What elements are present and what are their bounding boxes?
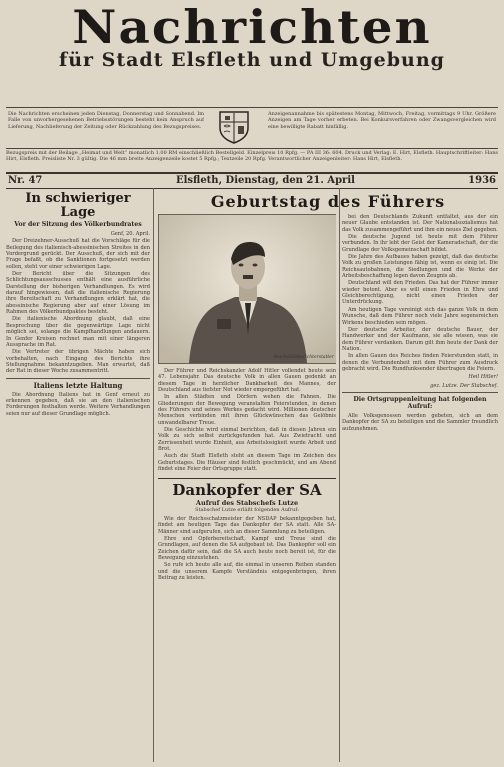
column-left xyxy=(6,192,150,762)
masthead xyxy=(6,0,498,71)
article-headline: Dankopfer der SA xyxy=(158,478,336,499)
signoff: Heil Hitler! xyxy=(468,374,498,381)
article-paragraph: In allen Gauen des Reiches finden Feierstunden statt, in denen die Verbundenheit mit dem Führer zum Ausdruck gebracht wird. Die Rundfunksender übertragen die Feiern. xyxy=(342,353,498,372)
town-crest-icon xyxy=(216,110,252,144)
issue-date: Elsfleth, Dienstag, den 21. April xyxy=(176,175,355,186)
divider xyxy=(342,392,498,393)
advertising-info: Anzeigenannahme bis spätestens Montag, Mittwoch, Freitag, vormittags 9 Uhr. Größere Anzeigen am Tage vorher erbeten. Bei Konkursverfahren oder Zwangsvergleichen wird eine bewilligte Rabatt hinfällig. xyxy=(268,111,496,130)
article-dateline: Genf, 20. April. xyxy=(110,231,150,237)
newspaper-title: Nachrichten xyxy=(72,0,432,54)
article-paragraph: Der Bericht über die Sitzungen des Schlichtungsausschusses enthält eine ausführliche Darstellung der bisherigen Verhandlungen. Es wird darauf hingewiesen, daß die italienische Regierung ihre Bereitschaft zu Verhandlungen erklärt hat, die abessinische Regierung aber auf einer Lösung im Rahmen des Völkerbundpaktes besteht. xyxy=(6,271,150,316)
article-paragraph: So rufe ich heute alle auf, die einmal in unseren Reihen standen und die unserem Kampfe Verständnis entgegenbringen, ihren Beitrag zu leisten. xyxy=(158,562,336,582)
article-subhead: Vor der Sitzung des Völkerbundrates xyxy=(14,221,142,228)
article-paragraph: In allen Städten und Dörfern wehen die Fahnen. Die Gliederungen der Bewegung veranstalten Feierstunden, in denen des Führers und seines Werkes gedacht wird. Millionen deutscher Menschen verbinden mit ihren Glückwünschen das Gelöbnis unwandelbarer Treue. xyxy=(158,394,336,426)
article-paragraph: Der Führer und Reichskanzler Adolf Hitler vollendet heute sein 47. Lebensjahr. Das deutsche Volk in allen Gauen gedenkt an diesem Tage in herzlicher Dankbarkeit des Mannes, der Deutschland aus tiefster Not wieder emporgeführt hat. xyxy=(158,368,336,394)
article-paragraph: Deutschland will den Frieden. Das hat der Führer immer wieder betont. Aber es will einen Frieden in Ehre und Gleichberechtigung, nicht einen Frieden der Unterdrückung. xyxy=(342,280,498,306)
article-paragraph: Die Vertreter der übrigen Mächte haben sich vorbehalten, nach Eingang des Berichts ihre Stellungnahme bekanntzugeben. Man erwartet, daß der Rat in dieser Woche zusammentritt. xyxy=(6,349,150,375)
column-right xyxy=(342,214,498,762)
article-paragraph: Ehre und Opferbereitschaft, Kampf und Treue sind die Grundlagen, auf denen die SA aufgebaut ist. Das Dankopfer soll ein Zeichen dafür sein, daß die SA auch heute noch bereit ist, für die Bewegung einzustehen. xyxy=(158,536,336,562)
article-paragraph: Die Geschichte wird einmal berichten, daß in diesen Jahren ein Volk zu sich selbst zurückgefunden hat. Aus Zwietracht und Zerrissenheit wurde Einheit, aus Arbeitslosigkeit wurde Arbeit und Brot. xyxy=(158,427,336,453)
publication-info: Die Nachrichten erscheinen jeden Dienstag, Donnerstag und Sonnabend. Im Falle von unvorhergesehenen Betriebsstörungen besteht kein Anspruch auf Lieferung, Nachlieferung der Zeitung oder Rückzahlung des Bezugspreises. xyxy=(8,111,204,130)
column-middle xyxy=(158,214,336,762)
article-paragraph: Wie der Reichsschatzmeister der NSDAP bekanntgegeben hat, findet am heutigen Tage das Dankopfer der SA statt. Alle SA-Männer sind aufgerufen, sich an dieser Sammlung zu beteiligen. xyxy=(158,516,336,535)
article-paragraph: Die italienische Abordnung glaubt, daß eine Besprechung über die gegenwärtige Lage nicht möglich sei, solange die Kampfhandlungen andauern. In Genfer Kreisen rechnet man mit einer längeren Aussprache im Rat. xyxy=(6,316,150,348)
article-paragraph: Am heutigen Tage vereinigt sich das ganze Volk in dem Wunsche, daß dem Führer noch viele Jahre segensreichen Wirkens beschieden sein mögen. xyxy=(342,306,498,326)
article-paragraph: Die Jahre des Aufbaues haben gezeigt, daß das deutsche Volk zu großen Leistungen fähig ist, wenn es einig ist. Die Reichsautobahnen, die Siedlungen und die Werke der Arbeitsbeschaffung legen davon Zeugnis ab. xyxy=(342,254,498,280)
portrait-image-icon xyxy=(159,215,336,363)
info-bar xyxy=(6,107,498,149)
article-paragraph: Der Dreizehner-Ausschuß hat die Vorschläge für die Beilegung des italienisch-abessinischen Streites in den Vordergrund gerückt. Der Ausschuß, der sich mit der Frage befaßt, ob die Sanktionen fortgesetzt werden sollen, steht vor einer schwierigen Lage. xyxy=(6,238,150,270)
article-subhead: Aufruf des Stabschefs Lutze xyxy=(195,498,299,507)
article-headline-secondary: Italiens letzte Haltung xyxy=(33,380,123,390)
article-paragraph: Der deutsche Arbeiter, der deutsche Bauer, der Handwerker und der Kaufmann, sie alle wissen, was sie dem Führer verdanken. Darum gilt ihm heute der Dank der Nation. xyxy=(342,326,498,352)
divider xyxy=(6,378,150,379)
article-paragraph: Auch die Stadt Elsfleth steht an diesem Tage im Zeichen des Geburtstages. Die Häuser sind festlich geschmückt, und am Abend findet eine Feier der Ortsgruppe statt. xyxy=(158,453,336,473)
article-paragraph: Die deutsche Jugend ist heute mit dem Führer verbunden. In ihr lebt der Geist der Kameradschaft, der die Grundlage der Volksgemeinschaft bildet. xyxy=(342,234,498,253)
signoff-signature: gez. Lutze. Der Stabschef. xyxy=(430,382,498,389)
issue-number: Nr. 47 xyxy=(8,175,43,186)
article-intro: Stabschef Lutze erläßt folgenden Aufruf: xyxy=(195,506,299,513)
article-paragraph: Die Abordnung Italiens hat in Genf erneut zu erkennen gegeben, daß sie an den italienischen Forderungen festhalten werde. Weitere Verhandlungen seien nur auf dieser Grundlage möglich. xyxy=(6,391,150,417)
article-headline: In schwieriger Lage xyxy=(25,192,131,220)
newspaper-subtitle: für Stadt Elsfleth und Umgebung xyxy=(59,49,445,71)
portrait-photo xyxy=(158,214,336,364)
article-paragraph: bei den Deutschlands Zukunft entfaltet, aus der ein neuer Glaube entstanden ist. Der Nationalsozialismus hat das Volk zusammengeführt und ihm ein neues Ziel gegeben. xyxy=(342,214,498,233)
dateline xyxy=(6,172,498,189)
issue-year: 1936 xyxy=(468,175,496,186)
column-rule xyxy=(153,188,154,762)
notice-headline: Die Ortsgruppenleitung hat folgenden Aufruf: xyxy=(353,395,487,410)
column-rule xyxy=(339,188,340,762)
article-paragraph: Alle Volksgenossen werden gebeten, sich an dem Dankopfer der SA zu beteiligen und die Sammler freundlich aufzunehmen. xyxy=(342,412,498,432)
subscription-smallprint: Bezugspreis mit der Beilage „Heimat und Welt“ monatlich 1.00 RM einschließlich Bestellgeld. Einzelpreis 10 Rpfg. — PA III 36: 604. Druck und Verlag: E. Hirt, Elsfleth. Hauptschriftleiter: Hans Hirt, Elsfleth. Preisliste Nr. 3 gültig. Die 46 mm breite Anzeigenzeile kostet 5 Rpfg.; Textzeile 20 Rpfg. Verantwortlicher Anzeigenleiter: Hans Hirt, Elsfleth. xyxy=(6,150,498,163)
main-headline: Geburtstag des Führers xyxy=(210,192,446,211)
photo-caption: Reichsbildberichterstatter xyxy=(273,354,334,360)
